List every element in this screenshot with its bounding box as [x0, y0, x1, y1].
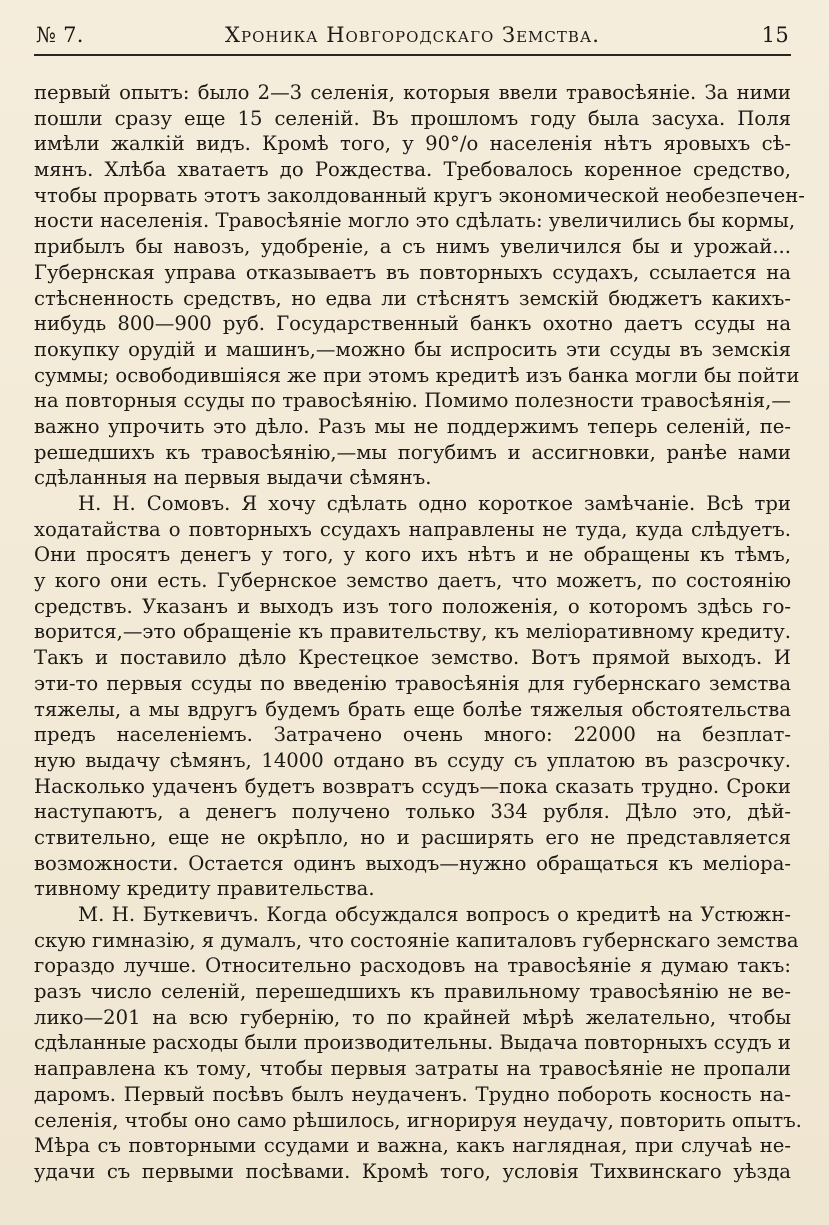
text-line: Мѣра съ повторными ссудами и важна, какъ наглядная, при случаѣ не- — [34, 1134, 791, 1158]
page-header — [34, 22, 791, 56]
text-line: гораздо лучше. Относительно расходовъ на травосѣяніе я думаю такъ: — [34, 954, 791, 978]
text-line: направлена къ тому, чтобы первыя затраты на травосѣяніе не пропали — [34, 1057, 791, 1081]
text-line: тивному кредиту правительства. — [34, 877, 375, 901]
text-line: возможности. Остается одинъ выходъ—нужно обращаться къ меліора- — [34, 851, 791, 875]
text-line: сдѣланные расходы были производительны. Выдача повторныхъ ссудъ и — [34, 1031, 791, 1055]
text-line: чтобы прорвать этотъ заколдованный кругъ экономической необезпечен- — [34, 183, 805, 207]
text-line: ности населенія. Травосѣяніе могло это сдѣлать: увеличились бы кормы, — [34, 209, 796, 233]
text-line: покупку орудій и машинъ,—можно бы испросить эти ссуды въ земскія — [34, 337, 791, 361]
text-line: на повторныя ссуды по травосѣянію. Помимо полезности травосѣянія,— — [34, 389, 791, 413]
text-line: эти-то первыя ссуды по введенію травосѣянія для губернскаго земства — [34, 671, 791, 695]
body-text — [34, 80, 805, 1185]
text-line: нибудь 800—900 руб. Государственный банкъ охотно даетъ ссуды на — [34, 312, 791, 336]
text-line: Насколько удаченъ будетъ возвратъ ссудъ—пока сказать трудно. Сроки — [34, 774, 791, 798]
text-line: суммы; освободившіяся же при этомъ кредитѣ изъ банка могли бы пойти — [34, 363, 800, 387]
text-line: у кого они есть. Губернское земство даетъ, что можетъ, по состоянію — [34, 569, 791, 593]
text-line: предъ населеніемъ. Затрачено очень много: 22000 на безплат- — [34, 723, 791, 747]
text-line: решедшихъ къ травосѣянію,—мы погубимъ и ассигновки, ранѣе нами — [34, 440, 791, 464]
text-line: разъ число селеній, перешедшихъ къ правильному травосѣянію не ве- — [34, 980, 791, 1004]
issue-number: № 7. — [36, 23, 84, 47]
text-line: первый опытъ: было 2—3 селенія, которыя ввели травосѣяніе. За ними — [34, 81, 791, 104]
text-line: мянъ. Хлѣба хватаетъ до Рождества. Требовалось коренное средство, — [34, 158, 791, 182]
text-line: скую гимназію, я думалъ, что состояніе капиталовъ губернскаго земства — [34, 928, 799, 952]
text-line: сдѣланныя на первыя выдачи сѣмянъ. — [34, 466, 432, 490]
text-line: тяжелы, а мы вдругъ будемъ брать еще болѣе тяжелыя обстоятельства — [34, 697, 791, 721]
text-line: даромъ. Первый посѣвъ былъ неудаченъ. Трудно побороть косность на- — [34, 1082, 791, 1106]
text-line: Губернская управа отказываетъ въ повторныхъ ссудахъ, ссылается на — [34, 260, 791, 284]
text-line: ходатайства о повторныхъ ссудахъ направлены не туда, куда слѣдуетъ. — [34, 517, 791, 541]
text-line: Они просятъ денегъ у того, у кого ихъ нѣтъ и не обращены къ тѣмъ, — [34, 543, 791, 567]
page-number: 15 — [761, 23, 789, 47]
text-line: ворится,—это обращеніе къ правительству, къ меліоративному кредиту. — [34, 620, 791, 644]
text-line: стѣсненность средствъ, но едва ли стѣснятъ земскій бюджетъ какихъ- — [34, 286, 791, 310]
text-line: ствительно, еще не окрѣпло, но и расширять его не представляется — [34, 825, 791, 849]
text-line: важно упрочить это дѣло. Разъ мы не поддержимъ теперь селеній, пе- — [34, 414, 791, 438]
text-line: удачи съ первыми посѣвами. Кромѣ того, условія Тихвинскаго уѣзда — [34, 1159, 791, 1183]
text-line: прибылъ бы навозъ, удобреніе, а съ нимъ увеличился бы и урожай... — [34, 235, 791, 259]
text-line: ную выдачу сѣмянъ, 14000 отдано въ ссуду съ уплатою въ разсрочку. — [34, 748, 791, 772]
text-line: селенія, чтобы оно само рѣшилось, игнорируя неудачу, повторить опытъ. — [34, 1108, 802, 1132]
text-line: средствъ. Указанъ и выходъ изъ того положенія, о которомъ здѣсь го- — [34, 594, 791, 618]
text-line: пошли сразу еще 15 селеній. Въ прошломъ году была засуха. Поля — [34, 106, 791, 130]
journal-title: Хроника Новгородскаго Земства. — [225, 23, 600, 47]
speaker-paragraph-start: М. Н. Буткевичъ. Когда обсуждался вопросъ о кредитѣ на Устюжн- — [78, 903, 791, 926]
text-line: имѣли жалкій видъ. Кромѣ того, у 90°/о населенія нѣтъ яровыхъ сѣ- — [34, 132, 791, 156]
speaker-paragraph-start: Н. Н. Сомовъ. Я хочу сдѣлать одно короткое замѣчаніе. Всѣ три — [78, 492, 791, 515]
text-line: наступаютъ, а денегъ получено только 334 рубля. Дѣло это, дѣй- — [34, 800, 791, 824]
text-line: лико—201 на всю губернію, то по крайней мѣрѣ желательно, чтобы — [34, 1005, 791, 1029]
text-line: Такъ и поставило дѣло Крестецкое земство. Вотъ прямой выходъ. И — [34, 646, 791, 670]
